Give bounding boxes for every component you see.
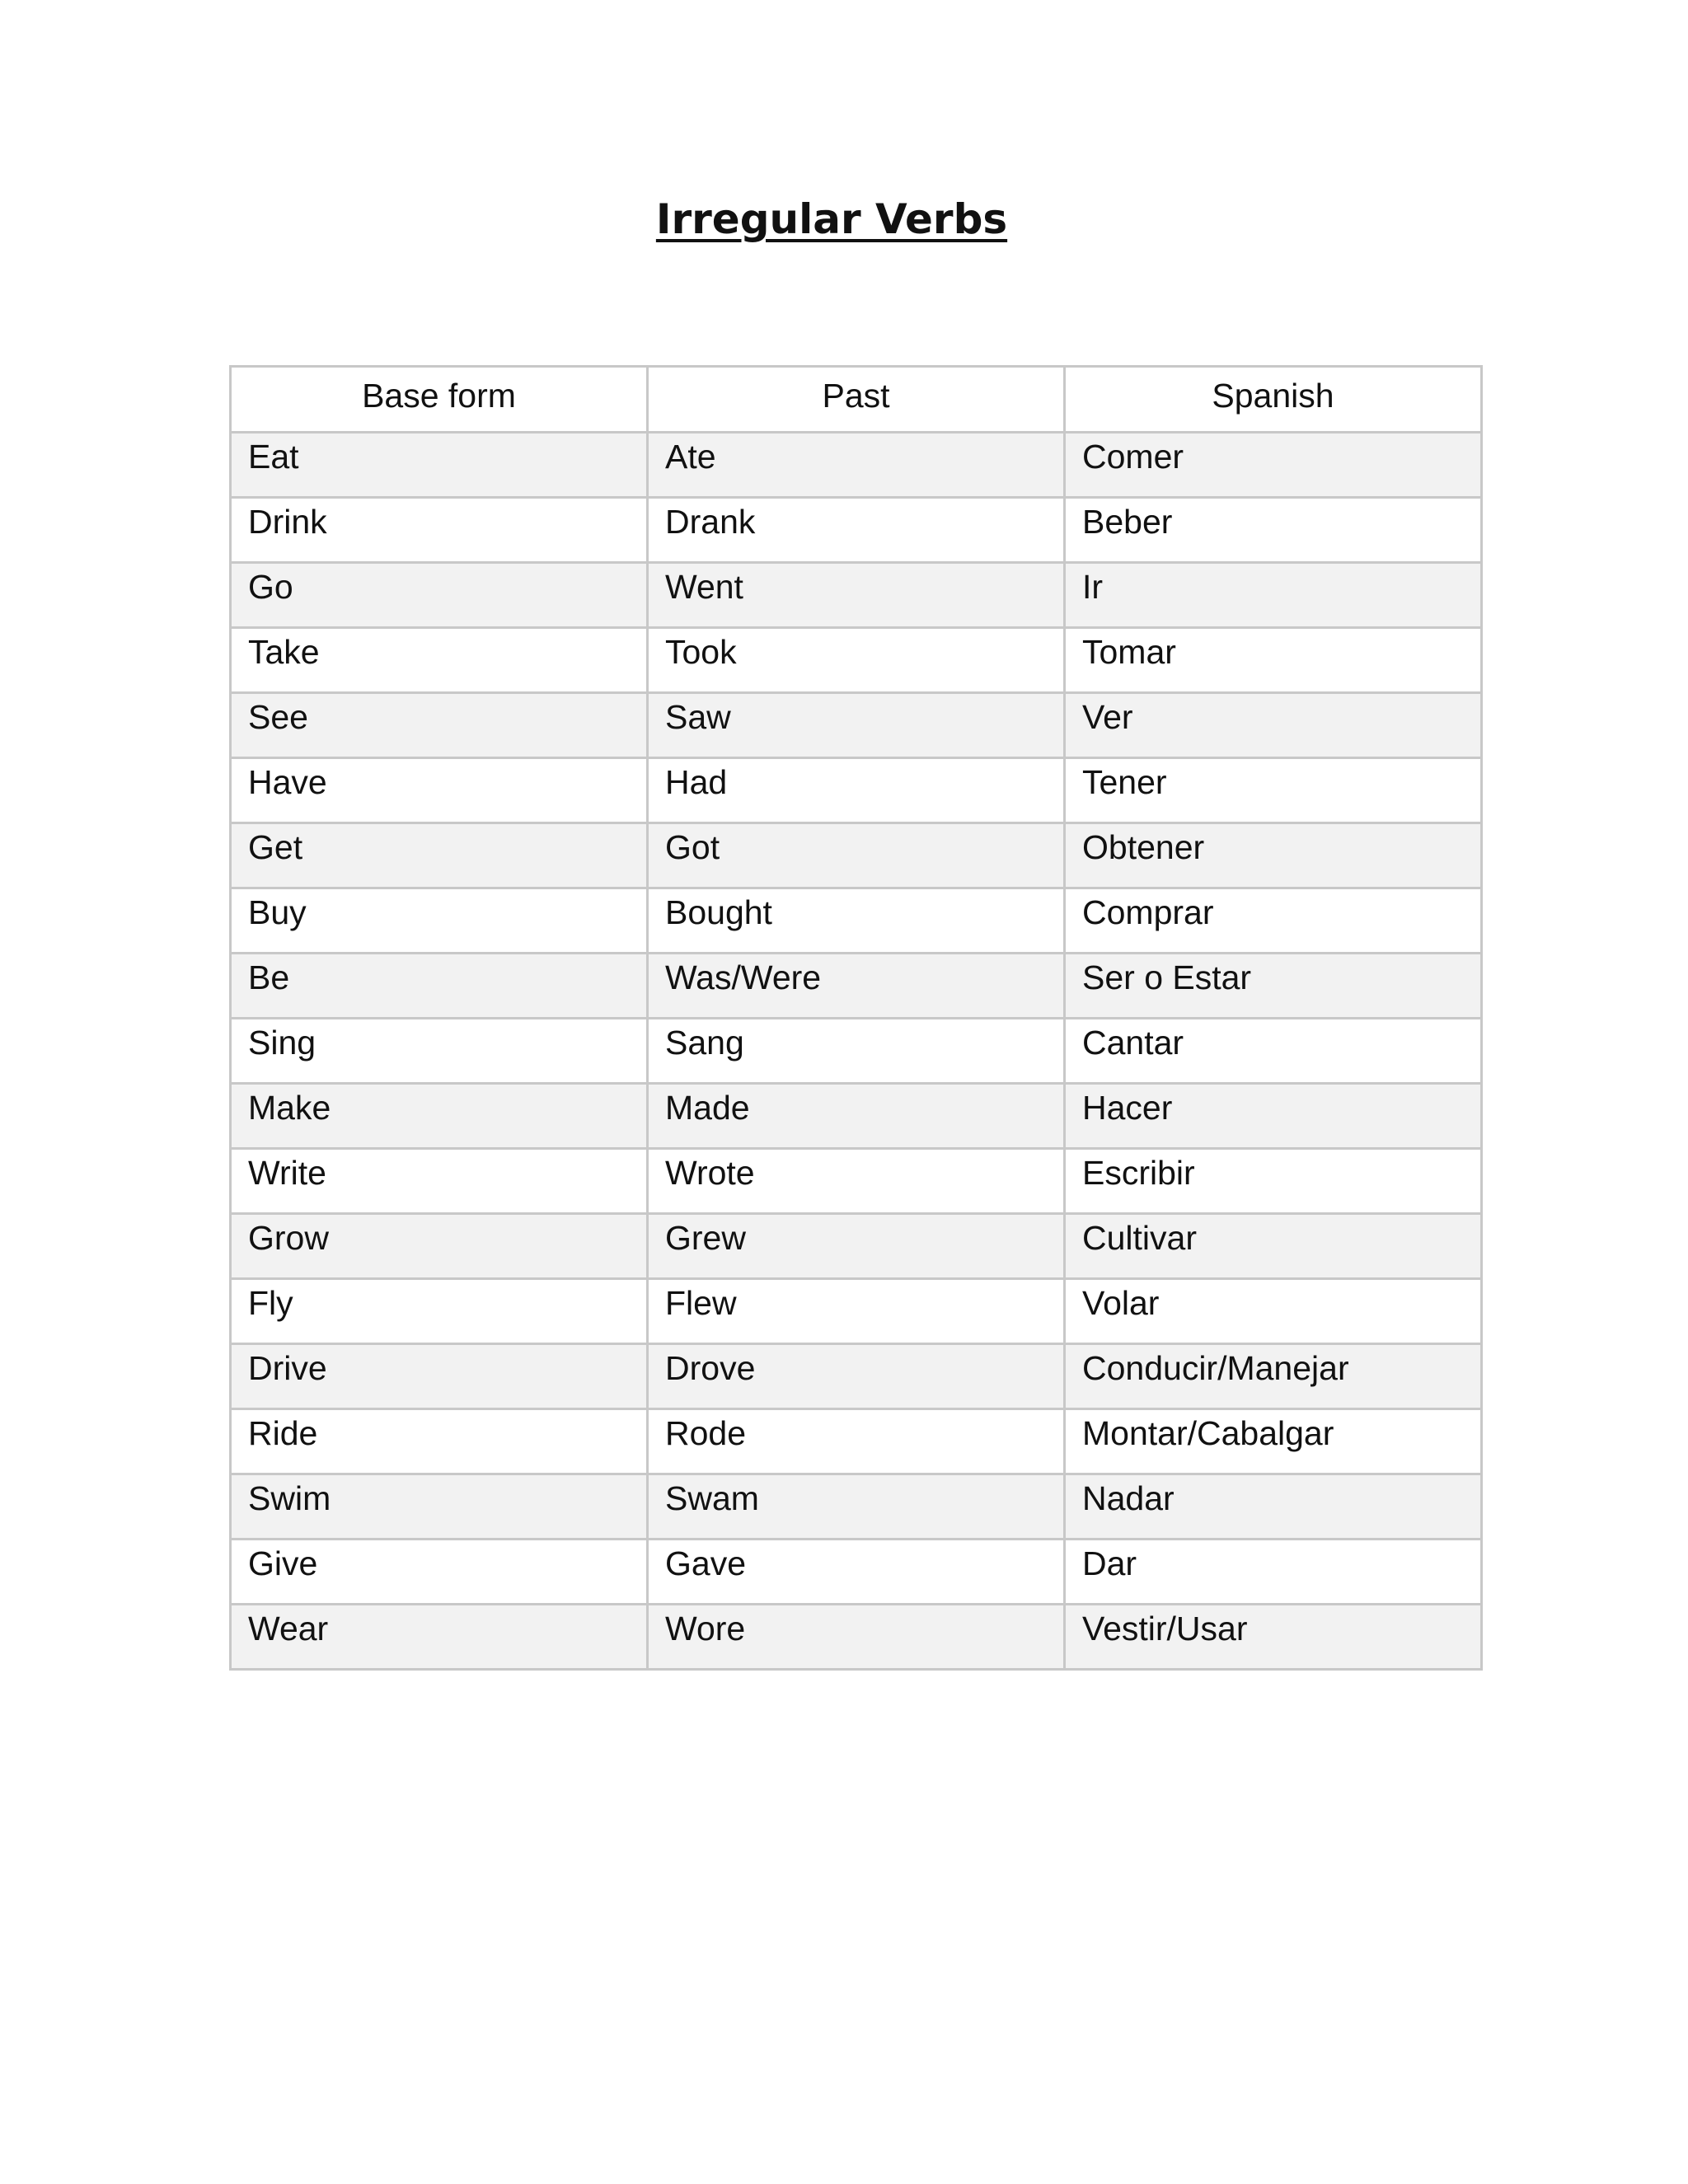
- base-form-cell: Wear: [231, 1605, 648, 1670]
- column-header-past: Past: [648, 367, 1065, 433]
- base-form-cell: Swim: [231, 1474, 648, 1540]
- past-cell: Bought: [648, 888, 1065, 954]
- past-cell: Wrote: [648, 1149, 1065, 1214]
- column-header-base-form: Base form: [231, 367, 648, 433]
- table-row: [231, 888, 1482, 954]
- past-cell: Ate: [648, 433, 1065, 498]
- base-form-cell: Get: [231, 823, 648, 888]
- spanish-cell: Comprar: [1065, 888, 1482, 954]
- spanish-cell: Beber: [1065, 498, 1482, 563]
- table-row: [231, 1474, 1482, 1540]
- base-form-cell: Ride: [231, 1409, 648, 1474]
- table-row: [231, 693, 1482, 758]
- base-form-cell: Drink: [231, 498, 648, 563]
- past-cell: Drove: [648, 1344, 1065, 1409]
- base-form-cell: Have: [231, 758, 648, 823]
- spanish-cell: Escribir: [1065, 1149, 1482, 1214]
- past-cell: Drank: [648, 498, 1065, 563]
- past-cell: Wore: [648, 1605, 1065, 1670]
- spanish-cell: Vestir/Usar: [1065, 1605, 1482, 1670]
- table-row: [231, 954, 1482, 1019]
- past-cell: Swam: [648, 1474, 1065, 1540]
- past-cell: Got: [648, 823, 1065, 888]
- spanish-cell: Nadar: [1065, 1474, 1482, 1540]
- table-row: [231, 1084, 1482, 1149]
- past-cell: Gave: [648, 1540, 1065, 1605]
- table-row: [231, 1540, 1482, 1605]
- irregular-verbs-table: [229, 365, 1483, 1671]
- page-title: Irregular Verbs: [655, 195, 1008, 243]
- base-form-cell: Go: [231, 563, 648, 628]
- spanish-cell: Ser o Estar: [1065, 954, 1482, 1019]
- table-row: [231, 1605, 1482, 1670]
- base-form-cell: Give: [231, 1540, 648, 1605]
- spanish-cell: Ver: [1065, 693, 1482, 758]
- spanish-cell: Conducir/Manejar: [1065, 1344, 1482, 1409]
- base-form-cell: See: [231, 693, 648, 758]
- spanish-cell: Comer: [1065, 433, 1482, 498]
- spanish-cell: Obtener: [1065, 823, 1482, 888]
- base-form-cell: Drive: [231, 1344, 648, 1409]
- spanish-cell: Dar: [1065, 1540, 1482, 1605]
- base-form-cell: Eat: [231, 433, 648, 498]
- spanish-cell: Ir: [1065, 563, 1482, 628]
- spanish-cell: Tomar: [1065, 628, 1482, 693]
- table-header-row: [231, 367, 1482, 433]
- table-row: [231, 563, 1482, 628]
- past-cell: Had: [648, 758, 1065, 823]
- base-form-cell: Sing: [231, 1019, 648, 1084]
- table-row: [231, 758, 1482, 823]
- past-cell: Rode: [648, 1409, 1065, 1474]
- spanish-cell: Volar: [1065, 1279, 1482, 1344]
- table-row: [231, 1214, 1482, 1279]
- table-row: [231, 498, 1482, 563]
- past-cell: Made: [648, 1084, 1065, 1149]
- base-form-cell: Take: [231, 628, 648, 693]
- base-form-cell: Grow: [231, 1214, 648, 1279]
- table-row: [231, 823, 1482, 888]
- past-cell: Took: [648, 628, 1065, 693]
- spanish-cell: Hacer: [1065, 1084, 1482, 1149]
- table-row: [231, 1019, 1482, 1084]
- base-form-cell: Make: [231, 1084, 648, 1149]
- past-cell: Was/Were: [648, 954, 1065, 1019]
- base-form-cell: Be: [231, 954, 648, 1019]
- spanish-cell: Montar/Cabalgar: [1065, 1409, 1482, 1474]
- past-cell: Sang: [648, 1019, 1065, 1084]
- past-cell: Grew: [648, 1214, 1065, 1279]
- past-cell: Went: [648, 563, 1065, 628]
- past-cell: Saw: [648, 693, 1065, 758]
- table-row: [231, 628, 1482, 693]
- table-row: [231, 433, 1482, 498]
- table-row: [231, 1409, 1482, 1474]
- base-form-cell: Buy: [231, 888, 648, 954]
- base-form-cell: Write: [231, 1149, 648, 1214]
- table-row: [231, 1149, 1482, 1214]
- spanish-cell: Tener: [1065, 758, 1482, 823]
- table-row: [231, 1279, 1482, 1344]
- spanish-cell: Cantar: [1065, 1019, 1482, 1084]
- column-header-spanish: Spanish: [1065, 367, 1482, 433]
- table-row: [231, 1344, 1482, 1409]
- spanish-cell: Cultivar: [1065, 1214, 1482, 1279]
- past-cell: Flew: [648, 1279, 1065, 1344]
- base-form-cell: Fly: [231, 1279, 648, 1344]
